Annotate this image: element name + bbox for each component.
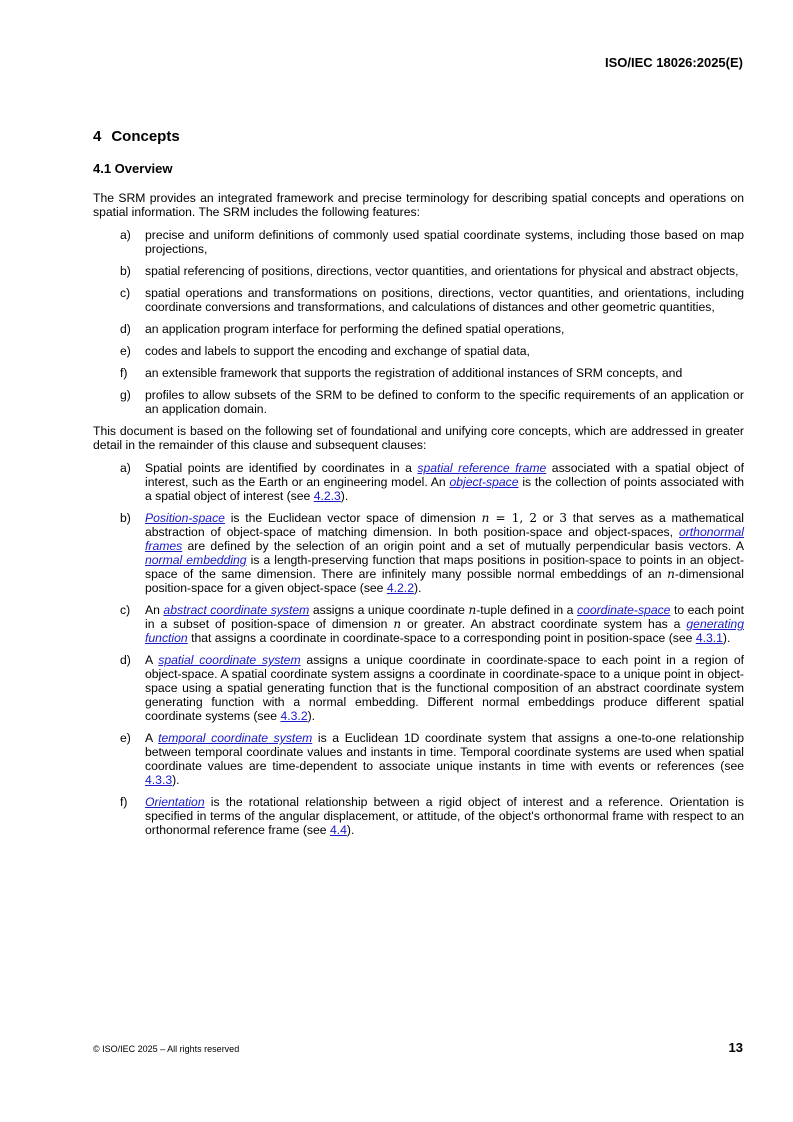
math-n: n	[468, 603, 477, 617]
text-run: or	[536, 511, 560, 525]
item-label: f)	[120, 795, 128, 809]
text-run: ).	[722, 631, 731, 645]
core-concepts-intro: This document is based on the following set of foundational and unifying core concepts, which are addressed in greater detail in the remainder of this clause and subsequent clauses:	[93, 424, 744, 452]
link-temporal-coordinate-system[interactable]: temporal coordinate system	[158, 731, 313, 745]
text-run: Spatial points are identified by coordinates in a	[145, 461, 418, 475]
text-run: -dimensional position-space for a given object-space (see	[145, 567, 744, 595]
item-text: an application program interface for performing the defined spatial operations,	[145, 322, 565, 336]
ref-link-4-2-3[interactable]: 4.2.3	[313, 489, 341, 503]
item-label: d)	[120, 653, 131, 667]
item-text: spatial referencing of positions, directions, vector quantities, and orientations for physical and abstract objects,	[145, 264, 739, 278]
item-label: d)	[120, 322, 131, 336]
feature-item-f	[93, 366, 744, 380]
text-run: that serves as a mathematical abstraction of object-space of matching dimension. In both position-space and object-spaces,	[145, 511, 745, 539]
text-run: ).	[340, 489, 349, 503]
concept-item-f	[93, 795, 744, 837]
ref-link-4-3-2[interactable]: 4.3.2	[280, 709, 308, 723]
math-n: n	[481, 511, 490, 525]
link-generating-function[interactable]: generating function	[145, 617, 744, 645]
item-label: c)	[120, 286, 131, 300]
feature-item-c	[93, 286, 744, 314]
text-run: are defined by the selection of an origin point and a set of mutually perpendicular basis vectors. A	[182, 539, 744, 553]
subsection-heading: 4.1 Overview	[93, 161, 173, 176]
math-three: 3	[559, 511, 567, 525]
document-id-header: ISO/IEC 18026:2025(E)	[604, 55, 743, 70]
intro-paragraph: The SRM provides an integrated framework and precise terminology for describing spatial concepts and operations on spatial information. The SRM includes the following features:	[93, 191, 744, 219]
link-orientation[interactable]: Orientation	[145, 795, 205, 809]
text-run: ).	[172, 773, 180, 787]
math-values: = 1, 2	[489, 511, 537, 525]
text-run: -tuple defined in a	[476, 603, 577, 617]
copyright-footer: © ISO/IEC 2025 – All rights reserved	[93, 1044, 240, 1054]
feature-item-d	[93, 322, 744, 336]
item-label: a)	[120, 461, 131, 475]
feature-item-e	[93, 344, 744, 358]
link-spatial-reference-frame[interactable]: spatial reference frame	[417, 461, 547, 475]
text-run: An	[145, 603, 164, 617]
page-content	[93, 130, 744, 845]
item-label: f)	[120, 366, 128, 380]
ref-link-4-3-1[interactable]: 4.3.1	[695, 631, 723, 645]
text-run: is the Euclidean vector space of dimension	[224, 511, 482, 525]
section-title: Concepts	[111, 128, 180, 145]
link-abstract-coordinate-system[interactable]: abstract coordinate system	[163, 603, 310, 617]
ref-link-4-3-3[interactable]: 4.3.3	[145, 773, 173, 787]
ref-link-4-4[interactable]: 4.4	[329, 823, 347, 837]
section-number: 4	[93, 128, 102, 145]
text-run: A	[145, 731, 159, 745]
feature-item-b	[93, 264, 744, 278]
item-text: precise and uniform definitions of commonly used spatial coordinate systems, including those based on map projections,	[145, 228, 744, 256]
feature-item-g	[93, 388, 744, 416]
text-run: assigns a unique coordinate	[309, 603, 469, 617]
math-n: n	[667, 567, 675, 581]
math-n: n	[393, 617, 402, 631]
text-run: A	[145, 653, 159, 667]
text-run: assigns a unique coordinate in coordinate-space to each point in a region of object-space. A spatial coordinate system assigns a coordinate in coordinate-space to a unique point in object-space using a spatial generating function that is the functional composition of an abstract coordinate system generating function with a normal embedding. Different normal embeddings produce different spatial coordinate systems (see	[145, 653, 744, 723]
core-concepts-list	[93, 461, 744, 837]
text-run: ).	[413, 581, 422, 595]
concept-item-c	[93, 603, 744, 645]
item-label: b)	[120, 511, 131, 525]
concept-item-b	[93, 511, 744, 595]
text-run: is the rotational relationship between a rigid object of interest and a reference. Orientation is specified in terms of the angular displacement, or attitude, of the object's orthonormal frame with respect to an orthonormal reference frame (see	[145, 795, 744, 837]
item-text: spatial operations and transformations on positions, directions, vector quantities, and orientations, including coordinate conversions and transformations, and calculations of distances and other geometric quantities,	[145, 286, 744, 314]
text-run: is the collection of points associated with a spatial object of interest (see	[145, 475, 744, 503]
page-number: 13	[728, 1040, 743, 1055]
text-run: ).	[307, 709, 316, 723]
item-label: b)	[120, 264, 131, 278]
item-text: codes and labels to support the encoding and exchange of spatial data,	[145, 344, 530, 358]
concept-item-a	[93, 461, 744, 503]
link-spatial-coordinate-system[interactable]: spatial coordinate system	[158, 653, 301, 667]
text-run: that assigns a coordinate in coordinate-space to a corresponding point in position-space (see	[187, 631, 696, 645]
item-label: e)	[120, 344, 131, 358]
section-heading	[93, 130, 744, 144]
concept-item-e	[93, 731, 744, 787]
text-run: ).	[346, 823, 355, 837]
link-coordinate-space[interactable]: coordinate-space	[576, 603, 671, 617]
link-orthonormal-frames[interactable]: orthonormal frames	[145, 525, 744, 553]
item-label: e)	[120, 731, 131, 745]
ref-link-4-2-2[interactable]: 4.2.2	[386, 581, 414, 595]
item-text: profiles to allow subsets of the SRM to be defined to conform to the specific requirements of an application or an application domain.	[145, 388, 744, 416]
text-run: associated with a spatial object of interest, such as the Earth or an engineering model. An	[145, 461, 744, 489]
concept-item-d	[93, 653, 744, 723]
item-label: a)	[120, 228, 131, 242]
text-run: to each point in a subset of position-space of dimension	[145, 603, 745, 631]
link-position-space[interactable]: Position-space	[145, 511, 225, 525]
features-list	[93, 228, 744, 416]
link-object-space[interactable]: object-space	[449, 475, 519, 489]
feature-item-a	[93, 228, 744, 256]
link-normal-embedding[interactable]: normal embedding	[145, 553, 247, 567]
item-text: an extensible framework that supports the registration of additional instances of SRM concepts, and	[145, 366, 683, 380]
text-run: is a length-preserving function that maps positions in position-space to points in an object-space of the same dimension. There are infinitely many possible normal embeddings of an	[145, 553, 745, 581]
item-label: g)	[120, 388, 131, 402]
item-label: c)	[120, 603, 131, 617]
text-run: or greater. An abstract coordinate system has a	[401, 617, 687, 631]
text-run: is a Euclidean 1D coordinate system that assigns a one-to-one relationship between temporal coordinate values and instants in time. Temporal coordinate systems are used when spatial coordinate values are time-dependent to associate unique instants in time with events or references (see	[145, 731, 744, 773]
